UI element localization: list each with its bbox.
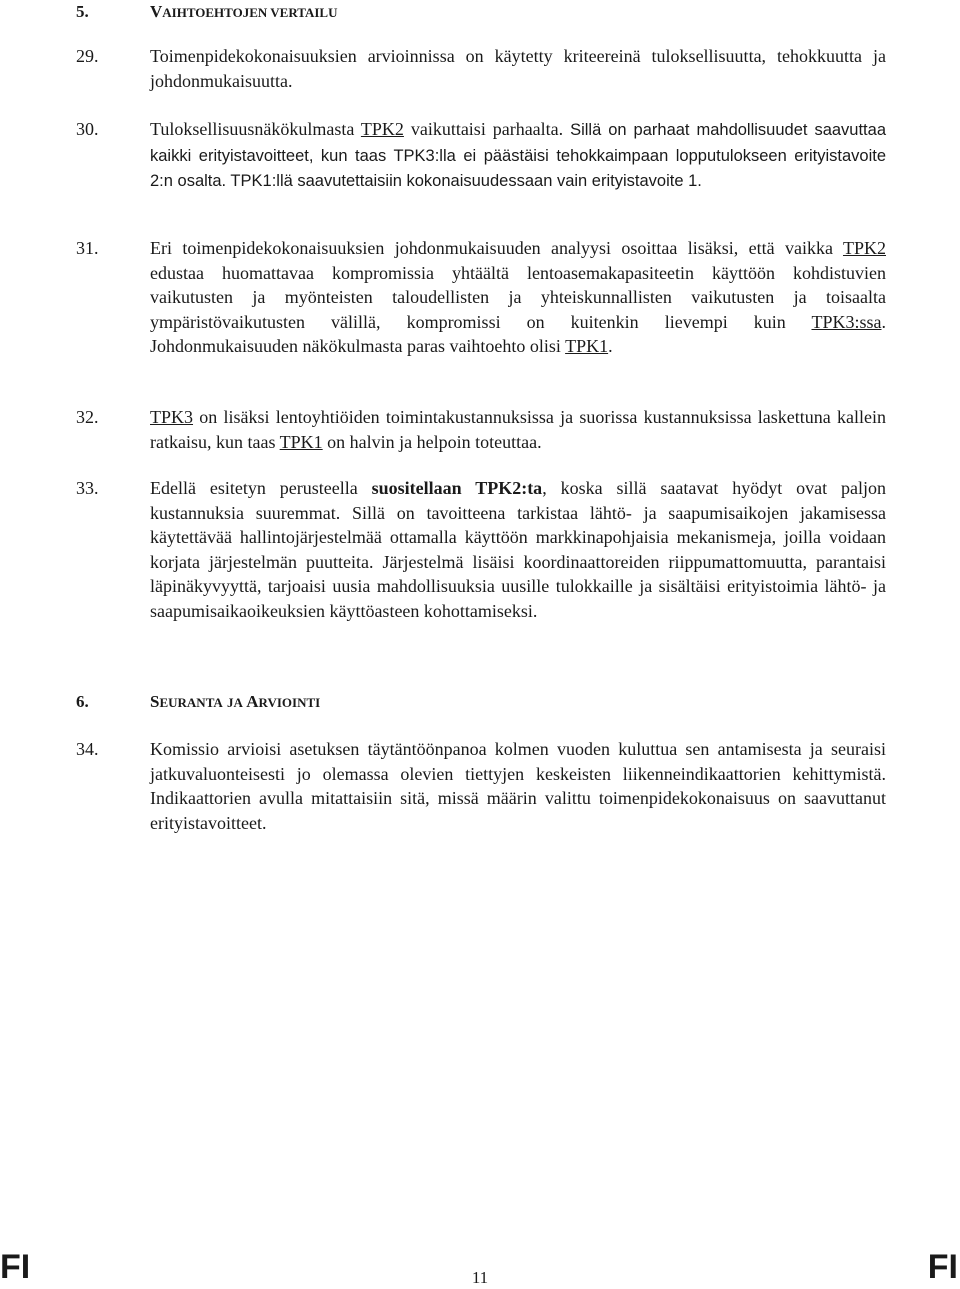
paragraph-text: Tuloksellisuusnäkökulmasta TPK2 vaikuttaisi parhaalta. Sillä on parhaat mahdollisuudet saavuttaa kaikki erityistavoitteet, kun taas TPK3:lla ei päästäisi tehokkaimpaan lopputulokseen erityistavoite 2:n osalta. TPK1:llä saavutettaisiin kokonaisuudessaan vain erityistavoite 1. (150, 119, 886, 190)
section-title: SEURANTA JA ARVIOINTI (150, 692, 321, 711)
paragraph-34 (76, 737, 886, 835)
tpk-reference: TPK3:ssa (811, 311, 882, 332)
footer-language-left: FI (0, 1248, 31, 1286)
paragraph-number: 32. (76, 407, 99, 427)
section-heading-6 (76, 692, 320, 712)
paragraph-number: 29. (76, 46, 99, 66)
tpk-reference: TPK1 (565, 336, 609, 356)
recommendation-emphasis: suositellaan TPK2:ta (371, 478, 543, 498)
paragraph-number: 30. (76, 119, 99, 139)
tpk-reference: TPK3 (150, 407, 194, 427)
footer-language-right: FI (927, 1248, 958, 1286)
paragraph-number: 31. (76, 238, 99, 258)
paragraph-33 (76, 476, 886, 623)
tpk-reference: TPK2 (360, 119, 404, 139)
paragraph-text: Komissio arvioisi asetuksen täytäntöönpanoa kolmen vuoden kuluttua sen antamisesta ja seuraisi jatkuvaluonteisesti jo olemassa olevien tiettyjen keskeisten liikenneindikaattorien kehittymistä. Indikaattorien avulla mitattaisiin sitä, missä määrin valittu toimenpidekokonaisuus on saavuttanut erityistavoitteet. (150, 739, 886, 833)
section-heading-5 (76, 2, 338, 22)
section-title: VAIHTOEHTOJEN VERTAILU (150, 2, 338, 21)
paragraph-29 (76, 44, 886, 93)
paragraph-number: 34. (76, 739, 99, 759)
paragraph-32 (76, 405, 886, 454)
paragraph-text: Edellä esitetyn perusteella suositellaan TPK2:ta, koska sillä saatavat hyödyt ovat paljon kustannuksia suuremmat. Sillä on tavoitteena tarkistaa lähtö- ja saapumisaikojen jakamisessa käytettävää hallintojärjestelmää ottamalla käyttöön markkinapohjaisia mekanismeja, joilla voidaan korjata järjestelmän puutteita. Järjestelmä lisäisi koordinaattoreiden riippumattomuutta, parantaisi läpinäkyvyyttä, tarjoaisi uusia mahdollisuuksia uusille tulokkaille ja sisältäisi erityistoimia lähtö- ja saapumisaikaoikeuksien käyttöasteen kohottamiseksi. (150, 478, 886, 621)
paragraph-text: TPK3 on lisäksi lentoyhtiöiden toimintakustannuksissa ja suorissa kustannuksissa laskettuna kallein ratkaisu, kun taas TPK1 on halvin ja helpoin toteuttaa. (150, 407, 886, 452)
section-number: 5. (76, 2, 89, 21)
tpk-reference: TPK2 (842, 238, 886, 258)
paragraph-number: 33. (76, 478, 99, 498)
paragraph-30 (76, 117, 886, 194)
paragraph-31 (76, 236, 886, 359)
section-number: 6. (76, 692, 89, 711)
tpk-reference: TPK1 (279, 431, 323, 452)
page-number: 11 (471, 1268, 489, 1287)
paragraph-text: Eri toimenpidekokonaisuuksien johdonmukaisuuden analyysi osoittaa lisäksi, että vaikka TPK2 edustaa huomattavaa kompromissia yhtäältä lentoasemakapasiteetin käyttöön kohdistuvien vaikutusten ja myönteisten taloudellisten ja yhteiskunnallisten vaikutusten ja toisaalta ympäristövaikutusten välillä, kompromissi on kuitenkin lievempi kuin TPK3:ssa. Johdonmukaisuuden näkökulmasta paras vaihtoehto olisi TPK1. (150, 238, 886, 356)
paragraph-text: Toimenpidekokonaisuuksien arvioinnissa on käytetty kriteereinä tuloksellisuutta, tehokkuutta ja johdonmukaisuutta. (150, 46, 886, 91)
